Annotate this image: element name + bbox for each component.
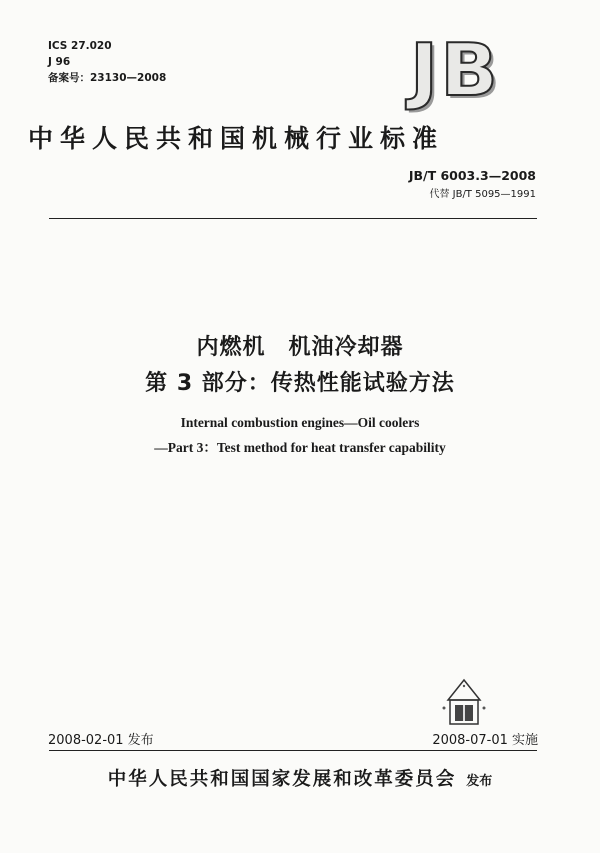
publish-label: 发布 [466, 774, 493, 789]
jb-logo: JB [410, 28, 500, 112]
chinese-title-line-2: 第 3 部分：传热性能试验方法 [145, 371, 455, 396]
publisher-emblem-icon [438, 678, 490, 728]
top-divider [49, 218, 537, 219]
replaces-standard: 代替 JB/T 5095—1991 [429, 189, 536, 200]
bottom-divider [49, 750, 537, 751]
ics-code: ICS 27.020 [48, 40, 112, 52]
publisher-organization: 中华人民共和国国家发展和改革委员会 [107, 769, 457, 790]
publisher-line [0, 765, 600, 791]
classification-code: J 96 [48, 56, 71, 68]
english-title-line-2: —Part 3：Test method for heat transfer capability [154, 440, 446, 455]
standard-category-title: 中华人民共和国机械行业标准 [28, 124, 445, 153]
issue-date: 2008-02-01 发布 [48, 733, 154, 748]
filing-number: 备案号：23130—2008 [48, 72, 167, 84]
standard-number: JB/T 6003.3—2008 [408, 168, 536, 183]
implementation-date: 2008-07-01 实施 [432, 733, 538, 748]
chinese-title-line-1: 内燃机 机油冷却器 [196, 335, 404, 360]
english-title-line-1: Internal combustion engines—Oil coolers [180, 415, 420, 430]
